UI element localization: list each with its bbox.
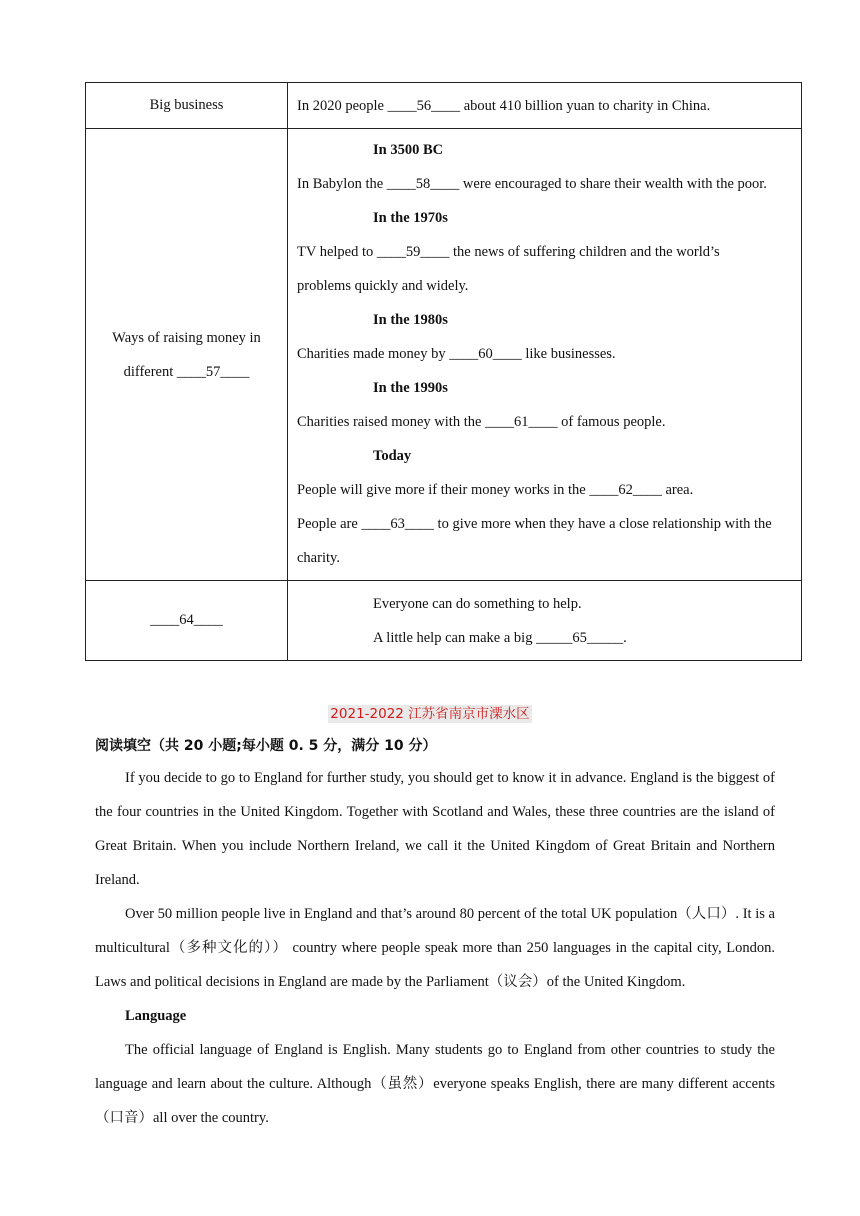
row-label-line: Ways of raising money in xyxy=(112,329,261,346)
period-heading: In the 1990s xyxy=(373,380,448,396)
period-text: TV helped to ____59____ the news of suffering children and the world’s xyxy=(297,244,720,260)
source-label xyxy=(0,702,860,723)
cell-text: In 2020 people ____56____ about 410 billion yuan to charity in China. xyxy=(297,97,711,114)
row-content xyxy=(288,581,802,661)
row-label-ways xyxy=(86,129,288,581)
row-label-blank-64: ____64____ xyxy=(86,581,288,661)
reading-passage xyxy=(95,761,775,1135)
period-heading: In the 1970s xyxy=(373,210,448,226)
period-text: In Babylon the ____58____ were encouraged to share their wealth with the poor. xyxy=(297,176,767,192)
period-text: Charities made money by ____60____ like businesses. xyxy=(297,346,616,362)
paragraph: The official language of England is English. Many students go to England from other countries to study the language and learn about the culture. Although（虽然）everyone speaks English, there are many different accents（口音）all over the country. xyxy=(95,1042,775,1126)
source-label-text: 2021-2022 江苏省南京市溧水区 xyxy=(330,706,530,722)
period-text: People are ____63____ to give more when they have a close relationship with the xyxy=(297,516,772,532)
table-row xyxy=(86,83,802,129)
paragraph: Over 50 million people live in England and that’s around 80 percent of the total UK population（人口）. It is a multicultural（多种文化的）） country where people speak more than 250 languages in the capital city, London. Laws and political decisions in England are made by the Parliament（议会）of the United Kingdom. xyxy=(95,906,775,990)
section-title: 阅读填空（共 20 小题;每小题 0. 5 分，满分 10 分） xyxy=(95,738,437,754)
row-content xyxy=(288,83,802,129)
period-heading: Today xyxy=(373,448,412,464)
period-heading: In 3500 BC xyxy=(373,142,444,158)
period-text: problems quickly and widely. xyxy=(297,278,469,294)
row-label-line: different ____57____ xyxy=(123,363,250,380)
period-heading: In the 1980s xyxy=(373,312,448,328)
paragraph: If you decide to go to England for further study, you should get to know it in advance. England is the biggest of the four countries in the United Kingdom. Together with Scotland and Wales, these three countries are the island of Great Britain. When you include Northern Ireland, we call it the United Kingdom of Great Britain and Northern Ireland. xyxy=(95,770,775,888)
row-content xyxy=(288,129,802,581)
period-text: Charities raised money with the ____61____ of famous people. xyxy=(297,414,666,430)
subheading-language: Language xyxy=(125,1008,187,1024)
table-row xyxy=(86,129,802,581)
period-text: charity. xyxy=(297,550,340,566)
row-label-big-business: Big business xyxy=(86,83,288,129)
cell-text: Everyone can do something to help. xyxy=(373,595,582,612)
cell-text: A little help can make a big _____65_____. xyxy=(373,629,627,646)
period-text: People will give more if their money works in the ____62____ area. xyxy=(297,482,694,498)
exercise-table xyxy=(85,82,802,661)
table-row xyxy=(86,581,802,661)
